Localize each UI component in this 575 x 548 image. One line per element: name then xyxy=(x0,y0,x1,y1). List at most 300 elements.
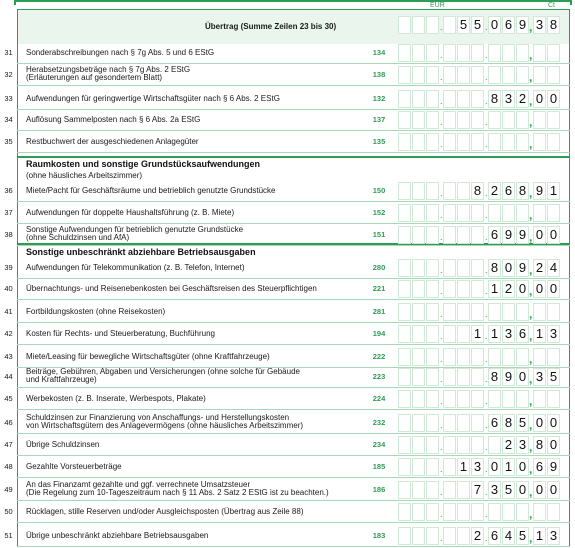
row-divider xyxy=(17,63,570,64)
thousands-separator-mark: . xyxy=(485,96,488,106)
digit-box[interactable] xyxy=(471,259,484,277)
decimal-comma-mark: , xyxy=(529,352,533,366)
row-number: 45 xyxy=(4,394,13,403)
digit-box[interactable] xyxy=(398,111,411,129)
digit-box[interactable] xyxy=(457,390,470,408)
row-label: Restbuchwert der ausgeschiedenen Anlagegüter xyxy=(26,137,199,146)
digit-box[interactable] xyxy=(426,259,439,277)
digit-box[interactable] xyxy=(471,503,484,521)
digit-box[interactable] xyxy=(398,481,411,499)
decimal-comma-mark: , xyxy=(529,440,533,454)
decimal-comma-mark: , xyxy=(529,507,533,521)
digit-box[interactable] xyxy=(488,204,501,222)
digit-box[interactable] xyxy=(443,44,456,62)
digit: 5 xyxy=(459,17,468,32)
digit-box[interactable] xyxy=(457,182,470,200)
digit-box[interactable] xyxy=(488,390,501,408)
digit-box[interactable] xyxy=(457,436,470,454)
digit-box[interactable] xyxy=(488,133,501,151)
decimal-comma-mark: , xyxy=(529,137,533,151)
digit-box[interactable] xyxy=(426,325,439,343)
digit-box[interactable] xyxy=(412,303,425,321)
row-divider xyxy=(17,130,570,131)
thousands-separator-mark: . xyxy=(440,396,443,406)
digit-box[interactable] xyxy=(412,16,425,34)
digit-box[interactable] xyxy=(398,182,411,200)
digit-box[interactable] xyxy=(471,414,484,432)
digit-box[interactable] xyxy=(398,44,411,62)
digit-box[interactable] xyxy=(443,226,456,244)
digit-box[interactable] xyxy=(502,133,515,151)
row-number: 50 xyxy=(4,507,13,516)
digit-box[interactable] xyxy=(488,348,501,366)
digit-box[interactable] xyxy=(457,111,470,129)
row-number: 31 xyxy=(4,48,13,57)
digit: 3 xyxy=(518,437,527,452)
digit-box[interactable] xyxy=(398,259,411,277)
row-divider xyxy=(17,223,570,224)
digit-box[interactable] xyxy=(547,133,560,151)
digit-box[interactable] xyxy=(426,458,439,476)
digit: 8 xyxy=(504,415,513,430)
digit-box[interactable] xyxy=(443,458,456,476)
digit: 0 xyxy=(549,482,558,497)
digit-box[interactable] xyxy=(426,44,439,62)
digit-box[interactable] xyxy=(443,66,456,84)
digit-box[interactable] xyxy=(398,133,411,151)
digit: 0 xyxy=(535,91,544,106)
digit-box[interactable] xyxy=(412,280,425,298)
digit-box[interactable] xyxy=(412,44,425,62)
section-divider xyxy=(17,156,570,158)
digit-box[interactable] xyxy=(457,503,470,521)
decimal-comma-mark: , xyxy=(529,307,533,321)
form-top-border xyxy=(14,0,572,5)
thousands-separator-mark: . xyxy=(485,232,488,242)
digit-box[interactable] xyxy=(398,458,411,476)
digit: 0 xyxy=(549,281,558,296)
thousands-separator-mark: . xyxy=(485,487,488,497)
thousands-separator-mark: . xyxy=(485,22,488,32)
digit-box[interactable] xyxy=(412,182,425,200)
digit: 5 xyxy=(504,482,513,497)
thousands-separator-mark: . xyxy=(440,331,443,341)
digit-box[interactable] xyxy=(471,90,484,108)
digit-box[interactable] xyxy=(488,303,501,321)
digit: 0 xyxy=(518,281,527,296)
row-number: 46 xyxy=(4,418,13,427)
row-divider xyxy=(17,201,570,202)
digit-box[interactable] xyxy=(533,133,546,151)
row-label: Herabsetzungsbeträge nach § 7g Abs. 2 EStG xyxy=(26,65,191,74)
thousands-separator-mark: . xyxy=(485,139,488,149)
field-code: 224 xyxy=(372,394,386,403)
digit-box[interactable] xyxy=(488,503,501,521)
thousands-separator-mark: . xyxy=(440,50,443,60)
digit-box[interactable] xyxy=(426,503,439,521)
digit-box[interactable] xyxy=(426,66,439,84)
digit-box[interactable] xyxy=(398,66,411,84)
digit-box[interactable] xyxy=(443,414,456,432)
digit-box[interactable] xyxy=(398,226,411,244)
digit-box[interactable] xyxy=(502,348,515,366)
digit-box[interactable] xyxy=(516,503,529,521)
digit: 2 xyxy=(504,281,513,296)
digit-box[interactable] xyxy=(516,303,529,321)
digit-box[interactable] xyxy=(412,414,425,432)
digit-box[interactable] xyxy=(443,204,456,222)
thousands-separator-mark: . xyxy=(440,286,443,296)
digit-box[interactable] xyxy=(398,16,411,34)
thousands-separator-mark: . xyxy=(485,210,488,220)
decimal-comma-mark: , xyxy=(529,284,533,298)
row-divider xyxy=(17,433,570,434)
row-divider xyxy=(17,152,570,153)
digit-box[interactable] xyxy=(502,390,515,408)
digit-box[interactable] xyxy=(547,348,560,366)
digit-box[interactable] xyxy=(533,303,546,321)
digit-box[interactable] xyxy=(426,390,439,408)
digit-box[interactable] xyxy=(443,390,456,408)
field-code: 137 xyxy=(372,115,386,124)
decimal-comma-mark: , xyxy=(529,20,533,34)
digit-box[interactable] xyxy=(457,414,470,432)
digit-box[interactable] xyxy=(398,348,411,366)
digit: 0 xyxy=(518,482,527,497)
digit-box[interactable] xyxy=(412,348,425,366)
digit-box[interactable] xyxy=(412,458,425,476)
thousands-separator-mark: . xyxy=(440,22,443,32)
digit-box[interactable] xyxy=(426,414,439,432)
digit-box[interactable] xyxy=(488,66,501,84)
row-number: 34 xyxy=(4,115,13,124)
digit-box[interactable] xyxy=(412,368,425,386)
digit-box[interactable] xyxy=(533,111,546,129)
digit-box[interactable] xyxy=(412,259,425,277)
digit: 1 xyxy=(490,326,499,341)
digit-box[interactable] xyxy=(516,390,529,408)
digit-box[interactable] xyxy=(471,303,484,321)
thousands-separator-mark: . xyxy=(440,96,443,106)
digit-box[interactable] xyxy=(457,259,470,277)
digit-box[interactable] xyxy=(502,44,515,62)
thousands-separator-mark: . xyxy=(485,265,488,275)
row-divider xyxy=(17,245,570,246)
digit-box[interactable] xyxy=(516,111,529,129)
thousands-separator-mark: . xyxy=(485,374,488,384)
digit: 3 xyxy=(473,459,482,474)
row-divider xyxy=(17,278,570,279)
digit-box[interactable] xyxy=(443,303,456,321)
digit-box[interactable] xyxy=(412,527,425,545)
digit-box[interactable] xyxy=(426,111,439,129)
digit-box[interactable] xyxy=(398,503,411,521)
row-number: 48 xyxy=(4,462,13,471)
field-code: 281 xyxy=(372,307,386,316)
row-divider xyxy=(17,477,570,478)
digit-box[interactable] xyxy=(457,303,470,321)
digit-box[interactable] xyxy=(426,280,439,298)
digit-box[interactable] xyxy=(426,436,439,454)
digit-box[interactable] xyxy=(471,204,484,222)
digit-box[interactable] xyxy=(471,111,484,129)
digit: 3 xyxy=(490,482,499,497)
digit-box[interactable] xyxy=(471,390,484,408)
digit-box[interactable] xyxy=(457,527,470,545)
decimal-comma-mark: , xyxy=(529,485,533,499)
digit-box[interactable] xyxy=(547,111,560,129)
digit-box[interactable] xyxy=(443,16,456,34)
row-divider xyxy=(17,85,570,86)
digit-box[interactable] xyxy=(516,348,529,366)
decimal-comma-mark: , xyxy=(529,186,533,200)
digit-box[interactable] xyxy=(457,481,470,499)
digit-box[interactable] xyxy=(516,204,529,222)
digit-box[interactable] xyxy=(457,204,470,222)
row-divider xyxy=(17,322,570,323)
digit-box[interactable] xyxy=(443,111,456,129)
digit-box[interactable] xyxy=(412,90,425,108)
digit: 6 xyxy=(518,326,527,341)
digit: 8 xyxy=(490,369,499,384)
row-number: 51 xyxy=(4,531,13,540)
field-code: 234 xyxy=(372,440,386,449)
decimal-comma-mark: , xyxy=(529,372,533,386)
digit-box[interactable] xyxy=(457,325,470,343)
digit-box[interactable] xyxy=(412,204,425,222)
digit: 1 xyxy=(490,281,499,296)
digit-box[interactable] xyxy=(547,303,560,321)
digit-box[interactable] xyxy=(443,368,456,386)
digit-box[interactable] xyxy=(533,390,546,408)
digit-box[interactable] xyxy=(426,527,439,545)
digit-box[interactable] xyxy=(457,280,470,298)
thousands-separator-mark: . xyxy=(485,117,488,127)
field-code: 151 xyxy=(372,230,386,239)
digit-box[interactable] xyxy=(443,527,456,545)
thousands-separator-mark: . xyxy=(485,354,488,364)
digit-box[interactable] xyxy=(502,66,515,84)
digit-box[interactable] xyxy=(443,436,456,454)
decimal-comma-mark: , xyxy=(529,230,533,244)
digit-box[interactable] xyxy=(398,204,411,222)
row-number: 33 xyxy=(4,94,13,103)
row-divider xyxy=(17,522,570,523)
row-label-continued: (ohne Schuldzinsen und AfA) xyxy=(26,233,130,242)
digit: 3 xyxy=(535,369,544,384)
digit-box[interactable] xyxy=(488,44,501,62)
digit: 9 xyxy=(535,183,544,198)
digit-box[interactable] xyxy=(443,90,456,108)
thousands-separator-mark: . xyxy=(440,139,443,149)
row-number: 38 xyxy=(4,230,13,239)
row-label-continued: (Erläuterungen auf gesondertem Blatt) xyxy=(26,73,163,82)
digit-box[interactable] xyxy=(457,90,470,108)
row-divider xyxy=(17,387,570,388)
digit: 1 xyxy=(473,326,482,341)
digit-box[interactable] xyxy=(502,503,515,521)
field-code: 138 xyxy=(372,70,386,79)
digit: 0 xyxy=(518,459,527,474)
thousands-separator-mark: . xyxy=(440,265,443,275)
thousands-separator-mark: . xyxy=(440,188,443,198)
digit-box[interactable] xyxy=(426,204,439,222)
row-number: 36 xyxy=(4,186,13,195)
digit-box[interactable] xyxy=(533,44,546,62)
row-number: 35 xyxy=(4,137,13,146)
digit-box[interactable] xyxy=(443,348,456,366)
digit: 4 xyxy=(504,528,513,543)
digit-box[interactable] xyxy=(533,503,546,521)
digit: 5 xyxy=(549,369,558,384)
digit-box[interactable] xyxy=(398,280,411,298)
digit: 8 xyxy=(473,183,482,198)
digit-box[interactable] xyxy=(471,133,484,151)
section-subtitle-raumkosten: (ohne häusliches Arbeitszimmer) xyxy=(26,171,143,180)
row-label: Übernachtungs- und Reisenebenkosten bei Geschäftsreisen des Steuerpflichtigen xyxy=(26,284,317,293)
digit-box[interactable] xyxy=(443,503,456,521)
digit-box[interactable] xyxy=(426,90,439,108)
digit-box[interactable] xyxy=(471,44,484,62)
row-divider xyxy=(17,546,570,547)
digit: 0 xyxy=(535,415,544,430)
digit-box[interactable] xyxy=(426,348,439,366)
digit-box[interactable] xyxy=(488,436,501,454)
digit-box[interactable] xyxy=(443,133,456,151)
digit-box[interactable] xyxy=(426,481,439,499)
digit-box[interactable] xyxy=(398,390,411,408)
digit-box[interactable] xyxy=(426,226,439,244)
digit: 0 xyxy=(535,281,544,296)
digit-box[interactable] xyxy=(443,259,456,277)
digit-box[interactable] xyxy=(471,226,484,244)
field-code: 194 xyxy=(372,329,386,338)
digit-box[interactable] xyxy=(398,527,411,545)
row-label: An das Finanzamt gezahlte und ggf. verrechnete Umsatzsteuer xyxy=(26,480,251,489)
digit-box[interactable] xyxy=(488,111,501,129)
digit-box[interactable] xyxy=(533,348,546,366)
thousands-separator-mark: . xyxy=(440,464,443,474)
digit-box[interactable] xyxy=(398,414,411,432)
digit: 8 xyxy=(490,91,499,106)
digit-box[interactable] xyxy=(547,44,560,62)
thousands-separator-mark: . xyxy=(440,420,443,430)
digit-box[interactable] xyxy=(412,226,425,244)
digit: 0 xyxy=(535,227,544,242)
row-divider xyxy=(17,344,570,345)
digit-box[interactable] xyxy=(412,133,425,151)
digit-box[interactable] xyxy=(412,111,425,129)
digit-box[interactable] xyxy=(471,348,484,366)
digit-box[interactable] xyxy=(398,325,411,343)
digit: 2 xyxy=(490,183,499,198)
digit-box[interactable] xyxy=(412,436,425,454)
thousands-separator-mark: . xyxy=(485,309,488,319)
field-code: 150 xyxy=(372,186,386,195)
digit-box[interactable] xyxy=(471,280,484,298)
digit-box[interactable] xyxy=(502,111,515,129)
digit-box[interactable] xyxy=(547,66,560,84)
digit-box[interactable] xyxy=(533,66,546,84)
digit-box[interactable] xyxy=(547,204,560,222)
digit-box[interactable] xyxy=(516,133,529,151)
digit-box[interactable] xyxy=(426,16,439,34)
digit: 2 xyxy=(518,91,527,106)
digit: 3 xyxy=(549,528,558,543)
digit: 8 xyxy=(490,260,499,275)
field-code: 223 xyxy=(372,372,386,381)
digit-box[interactable] xyxy=(457,226,470,244)
thousands-separator-mark: . xyxy=(485,442,488,452)
digit-box[interactable] xyxy=(502,204,515,222)
decimal-comma-mark: , xyxy=(529,263,533,277)
digit-box[interactable] xyxy=(426,303,439,321)
thousands-separator-mark: . xyxy=(485,420,488,430)
digit-box[interactable] xyxy=(457,44,470,62)
digit-box[interactable] xyxy=(457,368,470,386)
digit-box[interactable] xyxy=(457,66,470,84)
digit-box[interactable] xyxy=(547,390,560,408)
digit: 2 xyxy=(504,437,513,452)
thousands-separator-mark: . xyxy=(440,487,443,497)
digit-box[interactable] xyxy=(471,368,484,386)
digit-box[interactable] xyxy=(457,348,470,366)
digit-box[interactable] xyxy=(398,368,411,386)
thousands-separator-mark: . xyxy=(485,331,488,341)
digit-box[interactable] xyxy=(516,44,529,62)
row-label: Beiträge, Gebühren, Abgaben und Versicherungen (ohne solche für Gebäude xyxy=(26,367,300,376)
digit: 9 xyxy=(518,17,527,32)
digit-box[interactable] xyxy=(457,133,470,151)
digit-box[interactable] xyxy=(516,66,529,84)
digit-box[interactable] xyxy=(398,303,411,321)
digit-box[interactable] xyxy=(426,368,439,386)
digit-box[interactable] xyxy=(443,280,456,298)
digit-box[interactable] xyxy=(398,436,411,454)
digit-box[interactable] xyxy=(412,503,425,521)
digit-box[interactable] xyxy=(412,325,425,343)
digit-box[interactable] xyxy=(443,182,456,200)
field-code: 186 xyxy=(372,485,386,494)
digit-box[interactable] xyxy=(412,481,425,499)
thousands-separator-mark: . xyxy=(440,533,443,543)
digit-box[interactable] xyxy=(443,481,456,499)
digit-box[interactable] xyxy=(502,303,515,321)
row-label: Miete/Leasing für bewegliche Wirtschaftsgüter (ohne Kraftfahrzeuge) xyxy=(26,352,270,361)
digit-box[interactable] xyxy=(443,325,456,343)
decimal-comma-mark: , xyxy=(529,94,533,108)
digit-box[interactable] xyxy=(471,66,484,84)
row-label: Auflösung Sammelposten nach § 6 Abs. 2a EStG xyxy=(26,115,201,124)
digit: 5 xyxy=(473,17,482,32)
digit-box[interactable] xyxy=(426,182,439,200)
digit: 6 xyxy=(504,17,513,32)
digit: 9 xyxy=(504,369,513,384)
row-number: 44 xyxy=(4,372,13,381)
digit-box[interactable] xyxy=(533,204,546,222)
digit-box[interactable] xyxy=(412,66,425,84)
digit: 3 xyxy=(504,326,513,341)
digit-box[interactable] xyxy=(412,390,425,408)
digit-box[interactable] xyxy=(426,133,439,151)
digit-box[interactable] xyxy=(471,436,484,454)
digit-box[interactable] xyxy=(398,90,411,108)
row-divider xyxy=(17,109,570,110)
digit: 5 xyxy=(518,528,527,543)
thousands-separator-mark: . xyxy=(485,396,488,406)
digit-box[interactable] xyxy=(547,503,560,521)
digit: 9 xyxy=(518,260,527,275)
